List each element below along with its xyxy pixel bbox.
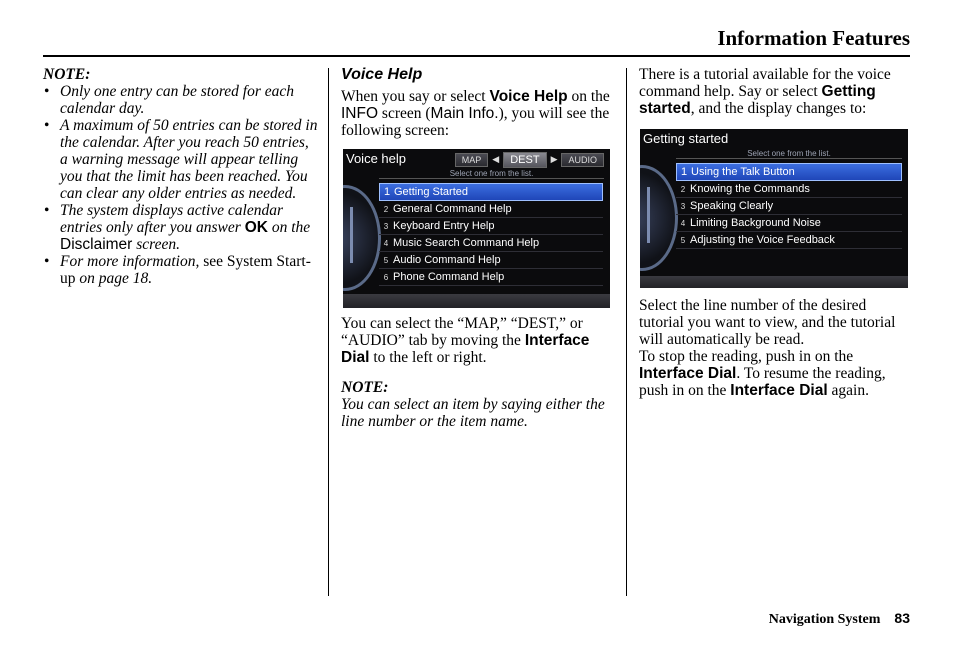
item-number: 2 [680, 184, 686, 194]
tab-map[interactable]: MAP [455, 153, 489, 167]
item-label: Using the Talk Button [691, 166, 795, 178]
interface-dial-term: Interface Dial [341, 332, 590, 366]
page-footer [769, 610, 910, 628]
disclaimer-term: Disclaimer [60, 236, 133, 253]
interface-dial-term: Interface Dial [639, 365, 737, 382]
list-item-text: screen. [132, 236, 180, 253]
list-item[interactable] [676, 198, 902, 215]
dial-indicator [647, 187, 650, 243]
item-number: 5 [680, 235, 686, 245]
list-item-text: on the [267, 219, 311, 236]
screen-subtitle: Select one from the list. [379, 169, 604, 179]
item-label: Keyboard Entry Help [393, 220, 495, 232]
tutorial-list [676, 163, 902, 249]
list-item-text: Only one entry can be stored for each calendar day. [60, 83, 295, 117]
list-item[interactable] [676, 181, 902, 198]
item-number: 3 [680, 201, 686, 211]
list-item[interactable] [676, 163, 902, 181]
screen-title: Getting started [643, 131, 729, 146]
interface-dial-term: Interface Dial [730, 382, 828, 399]
main-info-term: Main Info. [430, 105, 499, 122]
page-number: 83 [894, 610, 910, 626]
list-item [43, 253, 318, 287]
item-number: 1 [680, 166, 688, 178]
list-item[interactable] [379, 183, 603, 201]
column-left [43, 66, 318, 287]
paragraph: You can select the “MAP,” “DEST,” or “AUDIO” tab by moving the Interface Dial to the left or right. [341, 315, 590, 366]
item-label: Adjusting the Voice Feedback [690, 234, 835, 246]
item-number: 5 [383, 255, 389, 265]
info-term: INFO [341, 105, 379, 122]
paragraph: There is a tutorial available for the voice command help. Say or select Getting started, and the display changes to: [639, 66, 891, 117]
dial-graphic [640, 165, 678, 271]
list-item [43, 83, 318, 117]
tab-audio[interactable]: AUDIO [561, 153, 604, 167]
list-item[interactable] [676, 232, 902, 249]
item-number: 6 [383, 272, 389, 282]
screen-tabs [455, 152, 604, 167]
note-list [43, 83, 318, 287]
item-label: Speaking Clearly [690, 200, 774, 212]
paragraph: Select the line number of the desired tutorial you want to view, and the tutorial will automatically be read. [639, 297, 896, 348]
voice-help-screen [343, 149, 610, 308]
voice-help-list [379, 183, 603, 286]
item-label: Knowing the Commands [690, 183, 810, 195]
page-title: Information Features [717, 26, 910, 50]
list-item-text: For more information, [60, 253, 204, 270]
item-number: 4 [680, 218, 686, 228]
footer-section: Navigation System [768, 612, 881, 627]
left-arrow-icon: ◀ [492, 154, 500, 164]
item-label: Phone Command Help [393, 271, 505, 283]
voice-help-term: Voice Help [489, 88, 568, 105]
tab-dest[interactable]: DEST [503, 152, 546, 168]
item-number: 4 [383, 238, 389, 248]
note-heading: NOTE: [43, 66, 91, 83]
note-heading: NOTE: [341, 379, 389, 396]
list-item [43, 117, 318, 202]
cross-reference-link[interactable]: see System Start-up [60, 253, 311, 287]
item-label: Music Search Command Help [393, 237, 540, 249]
item-number: 3 [383, 221, 389, 231]
paragraph: To stop the reading, push in on the Interface Dial. To resume the reading, push in on the Interface Dial again. [639, 348, 886, 399]
screen-subtitle: Select one from the list. [676, 149, 902, 159]
screen-bottom-bar [640, 276, 908, 288]
item-label: Audio Command Help [393, 254, 501, 266]
note-text: You can select an item by saying either the line number or the item name. [341, 396, 605, 430]
list-item-text: A maximum of 50 entries can be stored in the calendar. After you reach 50 entries, a warning message will appear telling you that the limit has been reached. You can clear any older entries as needed. [60, 117, 318, 202]
screen-title: Voice help [346, 151, 406, 166]
section-heading: Voice Help [341, 66, 423, 83]
column-divider [626, 68, 627, 596]
list-item-text: on page 18. [75, 270, 153, 287]
list-item-text: The system displays active calendar entries only after you answer [60, 202, 283, 236]
dial-indicator [350, 207, 353, 263]
list-item[interactable] [379, 201, 603, 218]
list-item [43, 202, 318, 253]
getting-started-screen [640, 129, 908, 288]
item-label: Limiting Background Noise [690, 217, 821, 229]
getting-started-term: Getting started [639, 83, 876, 117]
item-label: General Command Help [393, 203, 512, 215]
list-item[interactable] [379, 252, 603, 269]
right-arrow-icon: ▶ [550, 154, 558, 164]
list-item[interactable] [379, 269, 603, 286]
paragraph: When you say or select Voice Help on the INFO screen (Main Info.), you will see the following screen: [341, 88, 610, 139]
screen-bottom-bar [343, 294, 610, 308]
list-item[interactable] [379, 218, 603, 235]
item-number: 1 [383, 186, 391, 198]
column-divider [328, 68, 329, 596]
header-rule [43, 55, 910, 57]
list-item[interactable] [379, 235, 603, 252]
item-number: 2 [383, 204, 389, 214]
list-item[interactable] [676, 215, 902, 232]
item-label: Getting Started [394, 186, 468, 198]
dial-graphic [343, 185, 381, 291]
ok-term: OK [244, 219, 268, 236]
